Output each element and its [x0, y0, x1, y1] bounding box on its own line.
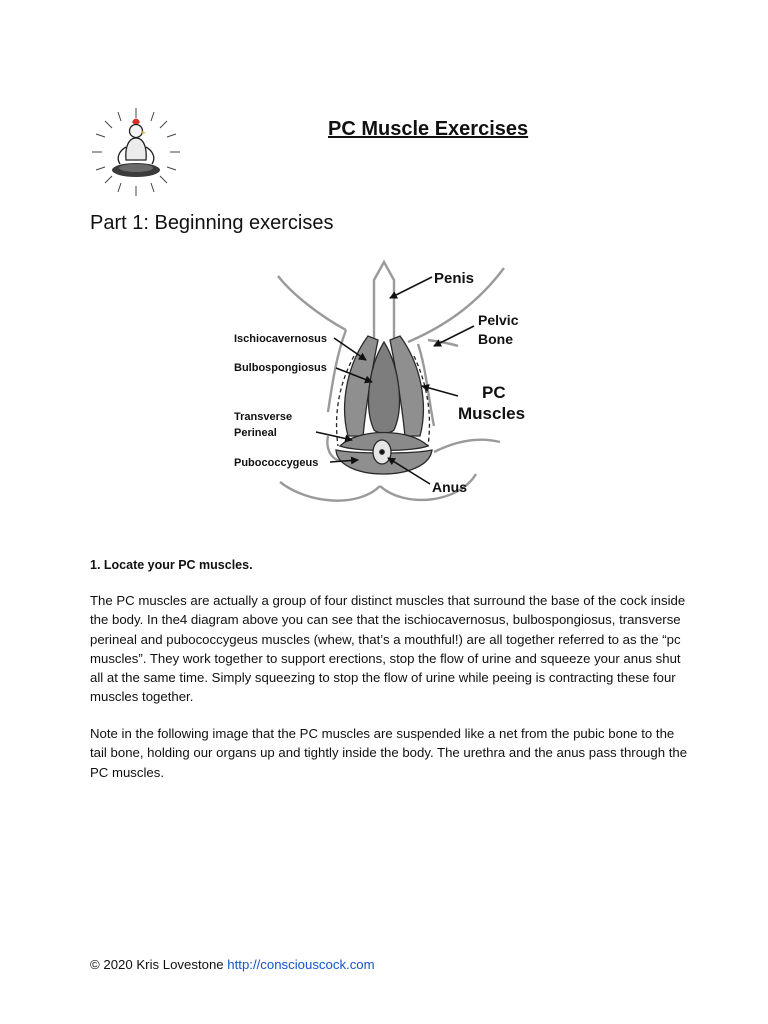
label-pubococcygeus: Pubococcygeus	[234, 457, 319, 469]
left-groin-line	[278, 276, 346, 330]
comb-shape	[132, 119, 140, 125]
label-anus: Anus	[432, 479, 467, 495]
label-pc-muscles-2: Muscles	[458, 404, 526, 423]
torso-shape	[126, 138, 146, 160]
part1-heading: Part 1: Beginning exercises	[90, 212, 334, 234]
pc-muscle-diagram	[228, 256, 540, 518]
footer-copyright: © 2020 Kris Lovestone	[90, 957, 224, 972]
beak-shape	[142, 131, 146, 134]
footer-link[interactable]: http://consciouscock.com	[227, 957, 375, 972]
left-buttock-line	[280, 482, 380, 501]
step1-paragraph-2: Note in the following image that the PC muscles are suspended like a net from the pubic bone to the tail bone, holding our organs up and tightly inside the body. The urethra and the anus pass through the PC muscles.	[90, 726, 688, 780]
head-shape	[130, 125, 143, 138]
muscle-group	[336, 336, 432, 474]
label-pc-muscles-1: PC	[482, 383, 506, 402]
label-penis: Penis	[434, 270, 475, 287]
label-transverse-1: Transverse	[234, 411, 293, 423]
label-pelvic-bone-2: Bone	[478, 331, 513, 347]
label-bulbospongiosus: Bulbospongiosus	[234, 362, 327, 374]
arrow-pelvic-bone	[434, 326, 474, 346]
label-ischiocavernosus: Ischiocavernosus	[234, 333, 327, 345]
step1-heading: 1. Locate your PC muscles.	[90, 558, 253, 572]
step1-paragraph-1: The PC muscles are actually a group of four distinct muscles that surround the base of the cock inside the body. In the4 diagram above you can see that the ischiocavernosus, bulbospongiosus, transverse perineal and pubococcygeus muscles (whew, that’s a mouthful!) are all together referred to as the “pc muscles”. They work together to support erections, stop the flow of urine and squeeze your anus shut all at the same time. Simply squeezing to stop the flow of urine while peeing is contracting these four muscles together.	[90, 593, 686, 705]
footer	[90, 957, 375, 972]
label-transverse-2: Perineal	[234, 427, 277, 439]
logo	[88, 104, 184, 200]
right-leg-line	[434, 440, 500, 452]
meditating-figure-icon	[88, 104, 184, 200]
arrow-transverse-perineal	[316, 432, 352, 440]
label-pelvic-bone-1: Pelvic	[478, 312, 519, 328]
document-title: PC Muscle Exercises	[328, 118, 529, 140]
arrow-penis	[390, 277, 432, 298]
lap-shape	[119, 164, 153, 172]
anus-dot-shape	[380, 450, 384, 454]
